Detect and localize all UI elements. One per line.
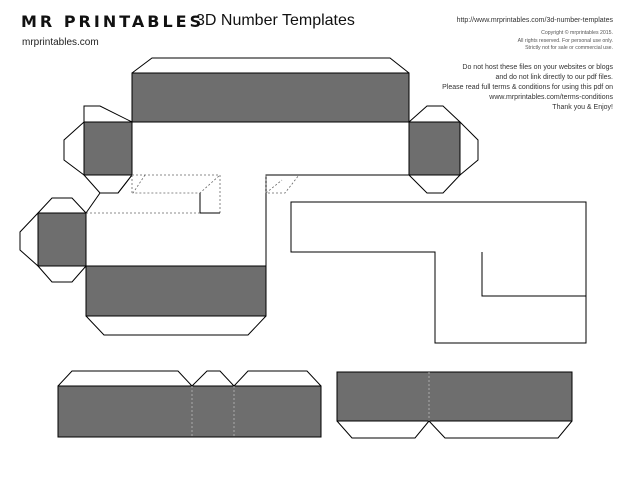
right-upper-tab [409,106,460,122]
page-title: 3D Number Templates [196,12,355,29]
strip-top-flap [58,371,192,386]
bottom-face [86,266,266,316]
strip-bottom-flap [429,421,572,438]
strip-face [337,372,572,421]
front-wall-outline [86,122,409,266]
notice-line: Please read full terms & conditions for using this pdf on [442,84,613,91]
bottom-flap [86,316,266,335]
stem-fold-line [132,175,220,213]
strip-face [58,386,321,437]
lower-left-upper-tab [38,198,86,213]
top-flap [132,58,409,73]
stem-fold-line [266,180,282,193]
notice-line: Thank you & Enjoy! [552,104,613,111]
notice-line: Do not host these files on your websites or blogs [462,64,613,71]
strip-bottom-flap [337,421,429,438]
number-seven-face [291,202,586,343]
bottom-strip-right [337,372,572,438]
lower-left-lower-tab [38,266,86,282]
right-side-face [409,122,460,175]
bottom-strip-left [58,371,321,437]
stem-tab [200,193,220,213]
stem-fold-line [266,175,299,193]
notice-line: and do not link directly to our pdf files. [495,74,613,81]
copyright-line: All rights reserved. For personal use only. [517,37,613,44]
lower-left-outer-tab [20,213,38,266]
left-outer-tab [64,122,84,175]
number-net [20,58,478,335]
lower-left-face [38,213,86,266]
template-url: http://www.mrprintables.com/3d-number-templates [456,17,613,24]
strip-top-flap [234,371,321,386]
right-outer-tab [460,122,478,175]
left-side-face [84,122,132,175]
left-upper-tab [84,106,132,122]
right-lower-tab [409,175,460,193]
strip-top-flap [192,371,234,386]
brand-logo: MR PRINTABLES [21,12,205,31]
top-face [132,73,409,122]
copyright-line: Copyright © mrprintables 2015. [541,30,613,36]
notice-line: www.mrprintables.com/terms-conditions [489,94,613,101]
copyright-line: Strictly not for sale or commercial use. [525,45,613,51]
site-name: mrprintables.com [22,37,99,48]
stem-fold-line [133,175,220,193]
